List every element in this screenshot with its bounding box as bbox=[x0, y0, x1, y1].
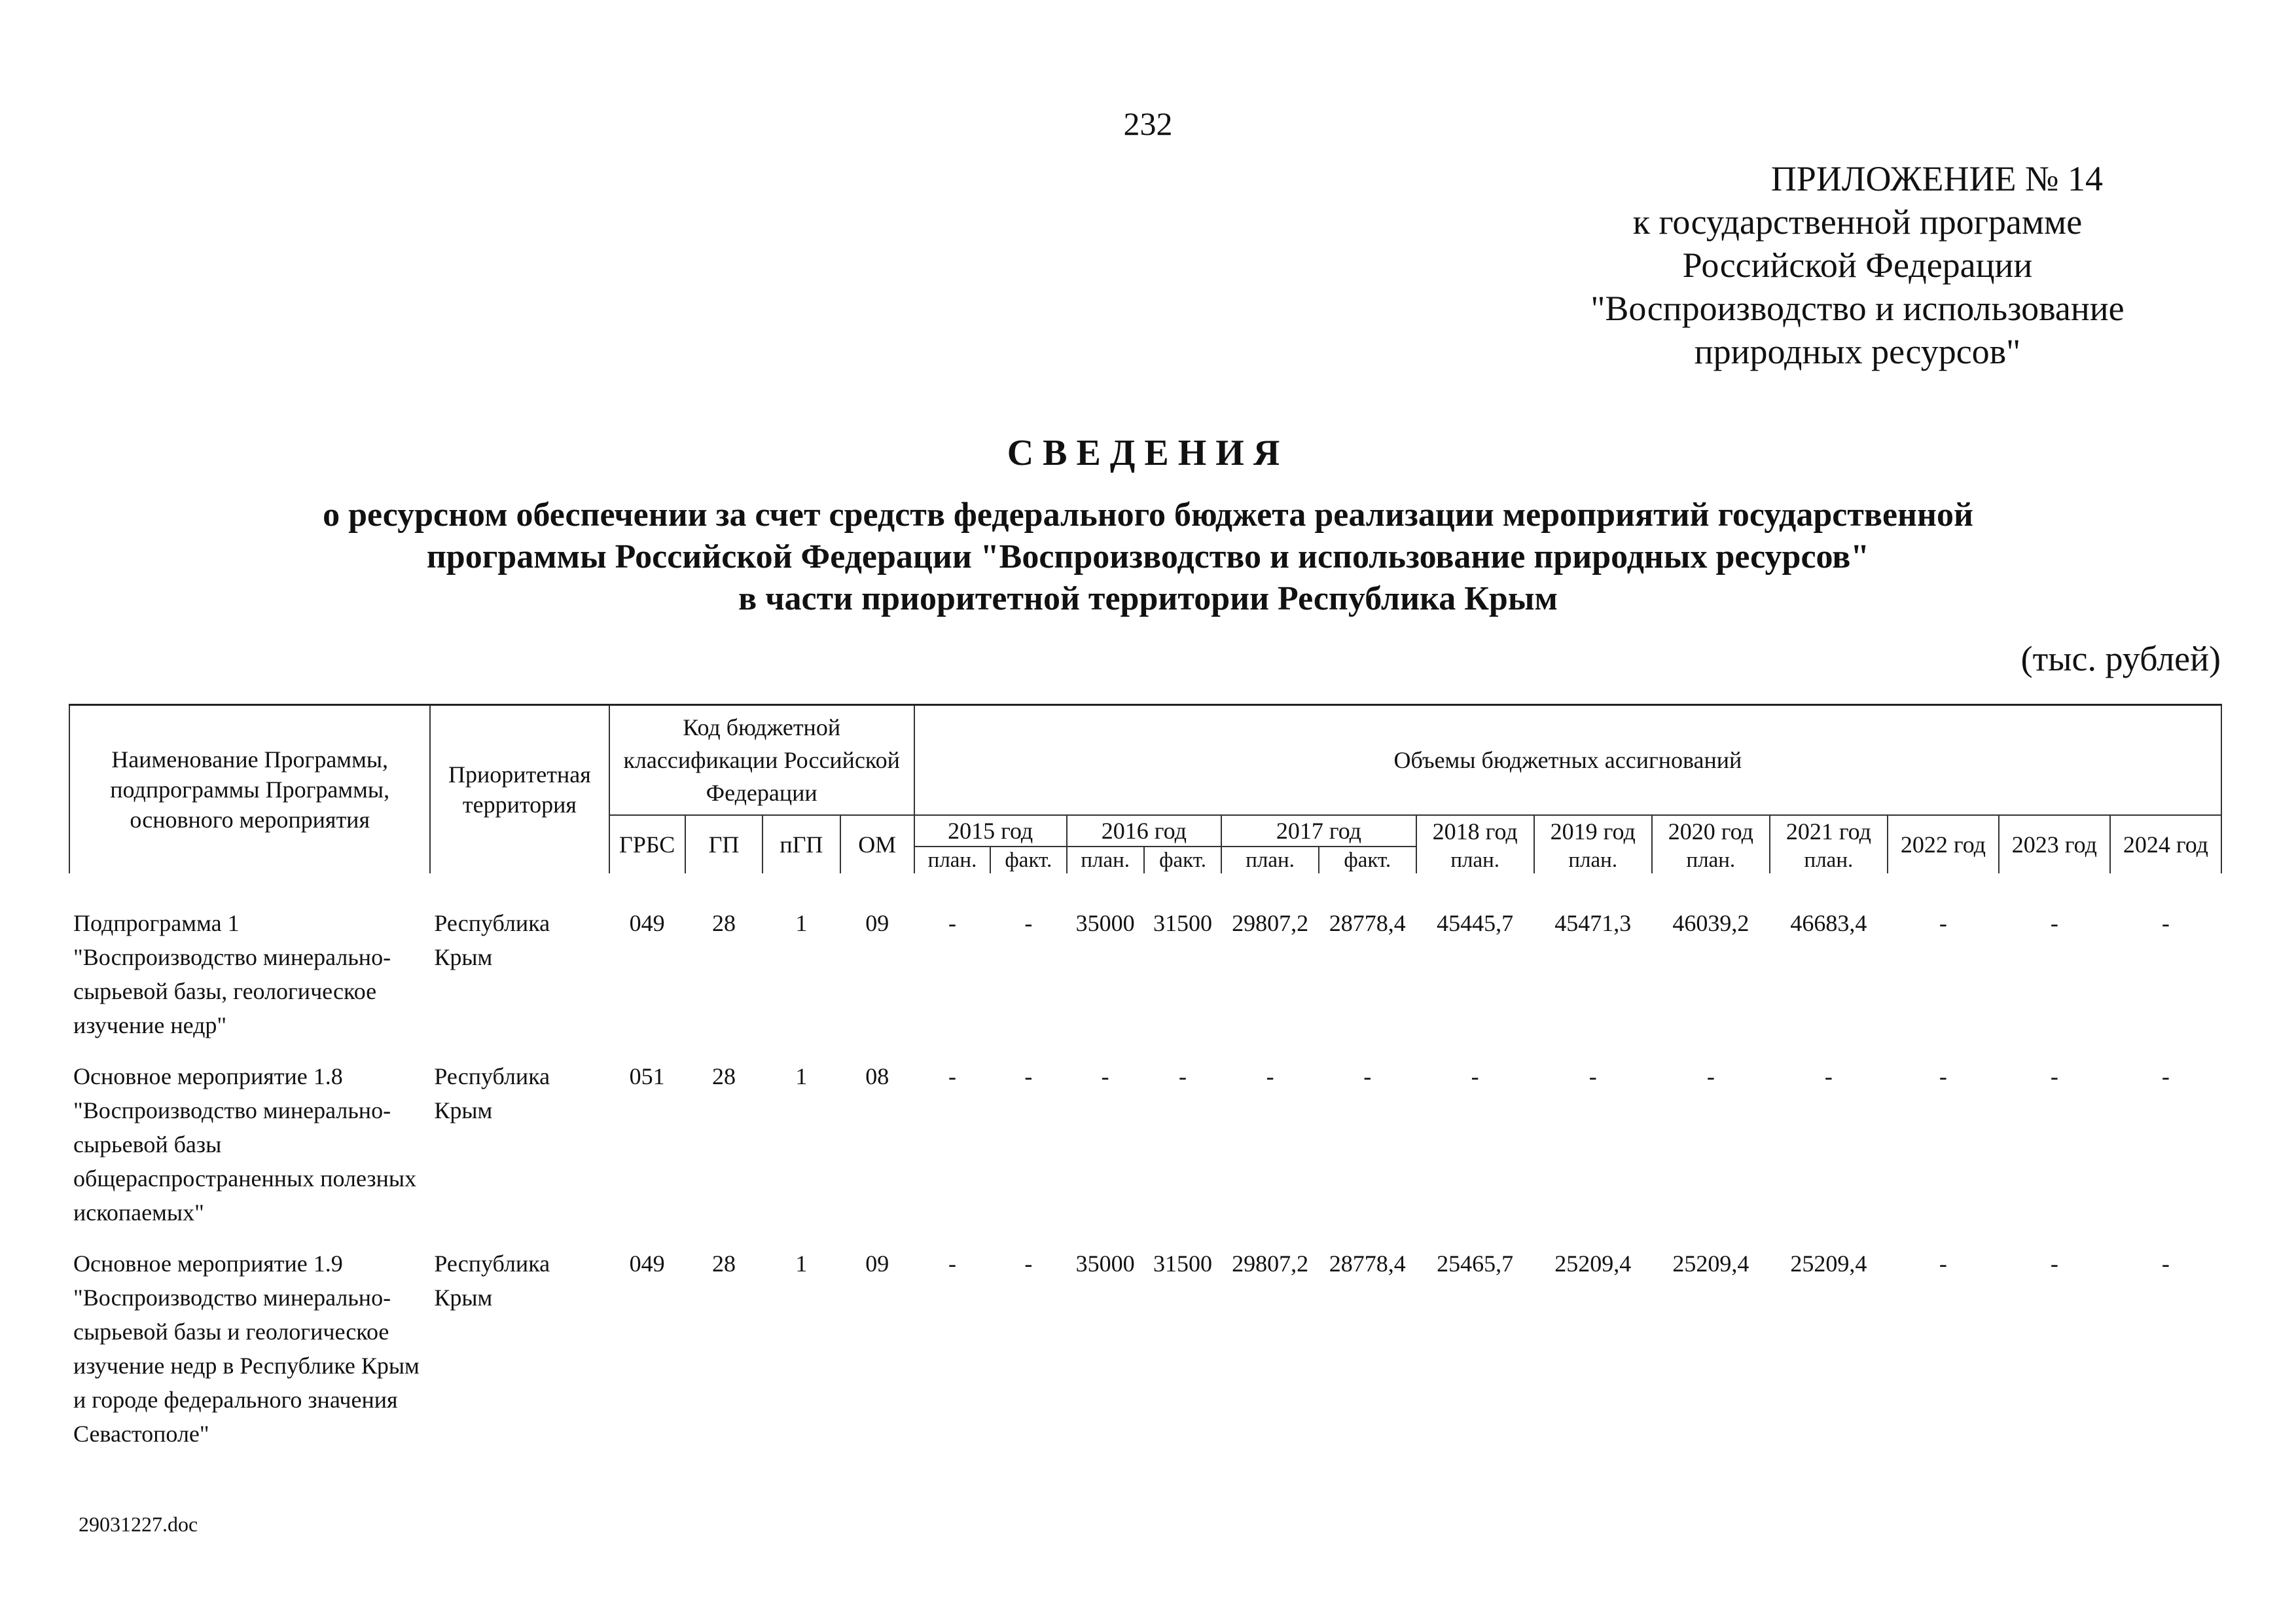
row-value: - bbox=[1024, 1063, 1033, 1089]
row-code-grbs: 049 bbox=[629, 910, 665, 936]
row-value: - bbox=[1939, 1250, 1947, 1277]
appendix-line: Российской Федерации bbox=[1682, 246, 2033, 285]
row-value: 25209,4 bbox=[1554, 1250, 1632, 1277]
row-name: Основное мероприятие 1.9 "Воспроизводство минерально-сырьевой базы и геологическое изучение недр в Республике Крым и городе федерального значения Севастополе" bbox=[73, 1250, 420, 1447]
header-year-2024: 2024 год bbox=[2110, 815, 2221, 873]
row-territory: Республика Крым bbox=[434, 1250, 550, 1311]
appendix-block bbox=[1563, 157, 2152, 373]
row-name: Основное мероприятие 1.8 "Воспроизводство минерально-сырьевой базы общераспространенных полезных ископаемых" bbox=[73, 1063, 417, 1226]
header-year-2018: 2018 год bbox=[1416, 815, 1534, 847]
subtitle-line: в части приоритетной территории Республика Крым bbox=[738, 580, 1558, 617]
row-value: 46683,4 bbox=[1790, 910, 1867, 936]
row-value: - bbox=[2161, 910, 2170, 936]
row-value: - bbox=[2050, 910, 2058, 936]
header-code-pgp: пГП bbox=[762, 815, 840, 873]
row-value: - bbox=[2050, 1063, 2058, 1089]
header-year-2022: 2022 год bbox=[1888, 815, 1999, 873]
row-code-pgp: 1 bbox=[795, 910, 808, 936]
table-row bbox=[69, 1059, 2221, 1247]
header-plan: план. bbox=[1221, 847, 1319, 873]
row-value: 28778,4 bbox=[1329, 1250, 1406, 1277]
header-code-grbs: ГРБС bbox=[609, 815, 685, 873]
row-value: 45471,3 bbox=[1554, 910, 1632, 936]
row-code-gp: 28 bbox=[712, 1063, 736, 1089]
row-code-gp: 28 bbox=[712, 1250, 736, 1277]
appendix-line: "Воспроизводство и использование bbox=[1590, 289, 2125, 328]
row-code-pgp: 1 bbox=[795, 1063, 808, 1089]
subtitle-line: программы Российской Федерации "Воспроизводство и использование природных ресурсов" bbox=[426, 538, 1870, 575]
row-code-om: 09 bbox=[865, 1250, 889, 1277]
row-value: 28778,4 bbox=[1329, 910, 1406, 936]
appendix-line: к государственной программе bbox=[1632, 202, 2083, 242]
row-value: - bbox=[2161, 1250, 2170, 1277]
row-territory: Республика Крым bbox=[434, 910, 550, 970]
row-code-om: 08 bbox=[865, 1063, 889, 1089]
header-plan: план. bbox=[914, 847, 990, 873]
row-code-om: 09 bbox=[865, 910, 889, 936]
header-plan: план. bbox=[1067, 847, 1144, 873]
row-value: - bbox=[1824, 1063, 1833, 1089]
row-value: - bbox=[948, 1250, 956, 1277]
row-value: - bbox=[948, 910, 956, 936]
document-subtitle bbox=[131, 494, 2165, 620]
row-value: - bbox=[1939, 1063, 1947, 1089]
header-year-2021: 2021 год bbox=[1770, 815, 1888, 847]
appendix-line: природных ресурсов" bbox=[1694, 332, 2021, 371]
header-fact: факт. bbox=[1319, 847, 1416, 873]
row-code-gp: 28 bbox=[712, 910, 736, 936]
footer-filename: 29031227.doc bbox=[79, 1512, 198, 1536]
resource-table bbox=[69, 704, 2222, 1468]
page-number: 232 bbox=[1123, 105, 1173, 142]
row-value: 25209,4 bbox=[1672, 1250, 1749, 1277]
header-fact: факт. bbox=[990, 847, 1066, 873]
row-value: 31500 bbox=[1153, 910, 1213, 936]
header-fact: факт. bbox=[1144, 847, 1221, 873]
row-value: 35000 bbox=[1075, 910, 1135, 936]
row-code-grbs: 051 bbox=[629, 1063, 665, 1089]
header-year-2019: 2019 год bbox=[1534, 815, 1652, 847]
row-value: - bbox=[1363, 1063, 1372, 1089]
header-year-2023: 2023 год bbox=[1999, 815, 2110, 873]
row-name: Подпрограмма 1 "Воспроизводство минерально-сырьевой базы, геологическое изучение недр" bbox=[73, 910, 391, 1038]
row-value: 25465,7 bbox=[1437, 1250, 1514, 1277]
row-code-grbs: 049 bbox=[629, 1250, 665, 1277]
row-value: 25209,4 bbox=[1790, 1250, 1867, 1277]
header-code-gp: ГП bbox=[685, 815, 762, 873]
header-year-2017: 2017 год bbox=[1221, 815, 1416, 847]
row-value: - bbox=[1179, 1063, 1187, 1089]
row-value: - bbox=[2050, 1250, 2058, 1277]
row-value: - bbox=[1024, 1250, 1033, 1277]
row-territory: Республика Крым bbox=[434, 1063, 550, 1123]
header-year-2020: 2020 год bbox=[1652, 815, 1770, 847]
header-plan: план. bbox=[1534, 847, 1652, 873]
subtitle-line: о ресурсном обеспечении за счет средств федерального бюджета реализации мероприятий государственной bbox=[323, 496, 1973, 534]
row-value: 35000 bbox=[1075, 1250, 1135, 1277]
document-heading: СВЕДЕНИЯ bbox=[1007, 433, 1289, 473]
row-value: 29807,2 bbox=[1232, 1250, 1309, 1277]
units-label: (тыс. рублей) bbox=[2020, 639, 2221, 678]
header-plan: план. bbox=[1770, 847, 1888, 873]
header-plan: план. bbox=[1416, 847, 1534, 873]
row-value: - bbox=[1024, 910, 1033, 936]
row-value: - bbox=[1706, 1063, 1715, 1089]
appendix-title: ПРИЛОЖЕНИЕ № 14 bbox=[1770, 159, 2103, 198]
row-value: - bbox=[1471, 1063, 1479, 1089]
row-value: - bbox=[1939, 910, 1947, 936]
row-code-pgp: 1 bbox=[795, 1250, 808, 1277]
header-year-2015: 2015 год bbox=[914, 815, 1067, 847]
row-value: 31500 bbox=[1153, 1250, 1213, 1277]
header-plan: план. bbox=[1652, 847, 1770, 873]
row-value: 29807,2 bbox=[1232, 910, 1309, 936]
header-territory: Приоритетная территория bbox=[430, 705, 609, 874]
row-value: - bbox=[1101, 1063, 1109, 1089]
header-volumes-group: Объемы бюджетных ассигнований bbox=[914, 705, 2221, 816]
header-code-om: ОМ bbox=[840, 815, 914, 873]
table-row bbox=[69, 1247, 2221, 1468]
header-name: Наименование Программы, подпрограммы Программы, основного мероприятия bbox=[69, 705, 430, 874]
row-value: - bbox=[948, 1063, 956, 1089]
row-value: - bbox=[2161, 1063, 2170, 1089]
row-value: 45445,7 bbox=[1437, 910, 1514, 936]
header-year-2016: 2016 год bbox=[1067, 815, 1222, 847]
header-code-group: Код бюджетной классификации Российской Федерации bbox=[609, 705, 914, 816]
row-value: - bbox=[1266, 1063, 1274, 1089]
table-row bbox=[69, 873, 2221, 1059]
row-value: 46039,2 bbox=[1672, 910, 1749, 936]
row-value: - bbox=[1588, 1063, 1597, 1089]
